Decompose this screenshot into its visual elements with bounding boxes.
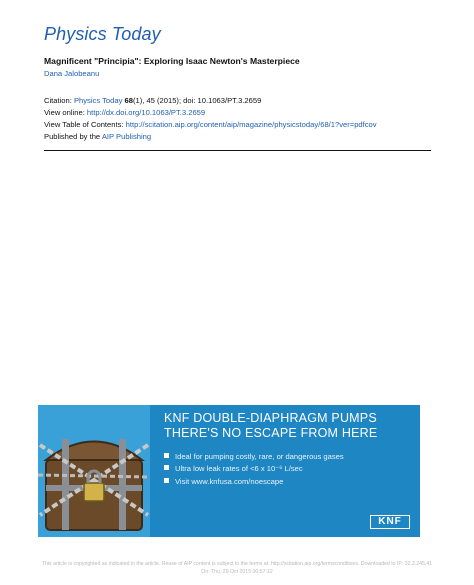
published-line [44, 132, 151, 141]
footer-copyright: This article is copyrighted as indicated in the article. Reuse of AIP content is subject to the terms at: http://scitation.aip.org/termsconditions. Downloaded to IP: 32.2.245.41 [41, 561, 433, 567]
ad-bullet[interactable] [164, 477, 283, 486]
view-online-line [44, 108, 205, 117]
ad-bullet-text: Ultra low leak rates of <6 x 10⁻⁶ L/sec [175, 464, 303, 473]
knf-logo: KNF [370, 515, 410, 529]
citation-label: Citation: [44, 96, 74, 105]
view-online-link[interactable]: http://dx.doi.org/10.1063/PT.3.2659 [86, 108, 206, 117]
ad-bullet-text[interactable]: Visit www.knfusa.com/noescape [175, 477, 284, 486]
author-link[interactable]: Dana Jalobeanu [44, 69, 100, 78]
view-online-label: View online: [44, 108, 87, 117]
ad-headline-1: KNF DOUBLE-DIAPHRAGM PUMPS [164, 411, 377, 425]
toc-line [44, 120, 377, 129]
header-divider [44, 150, 431, 151]
ad-bullet [164, 452, 344, 461]
ad-bullet-text: Ideal for pumping costly, rare, or dangerous gases [175, 452, 344, 461]
ad-headline-2: THERE'S NO ESCAPE FROM HERE [164, 426, 378, 440]
bullet-square-icon [164, 465, 169, 470]
advertisement-banner[interactable] [38, 405, 420, 537]
citation-journal-link[interactable]: Physics Today [73, 96, 123, 105]
article-title: Magnificent "Principia": Exploring Isaac Newton's Masterpiece [44, 56, 300, 66]
publisher-link[interactable]: AIP Publishing [101, 132, 152, 141]
published-label: Published by the [44, 132, 102, 141]
bullet-square-icon [164, 453, 169, 458]
toc-link[interactable]: http://scitation.aip.org/content/aip/magazine/physicstoday/68/1?ver=pdfcov [125, 120, 377, 129]
toc-label: View Table of Contents: [44, 120, 126, 129]
treasure-chest-image [38, 405, 150, 537]
citation-details: (1), 45 (2015); doi: 10.1063/PT.3.2659 [132, 96, 262, 105]
ad-bullet [164, 464, 303, 473]
treasure-chest-illustration [38, 405, 150, 537]
citation-volume: 68 [124, 96, 133, 105]
footer-timestamp: On: Thu, 29 Oct 2015 00:57:12 [201, 569, 273, 575]
journal-title[interactable]: Physics Today [44, 24, 161, 44]
ad-text-area [164, 411, 414, 531]
bullet-square-icon [164, 478, 169, 483]
citation-line [44, 96, 261, 105]
